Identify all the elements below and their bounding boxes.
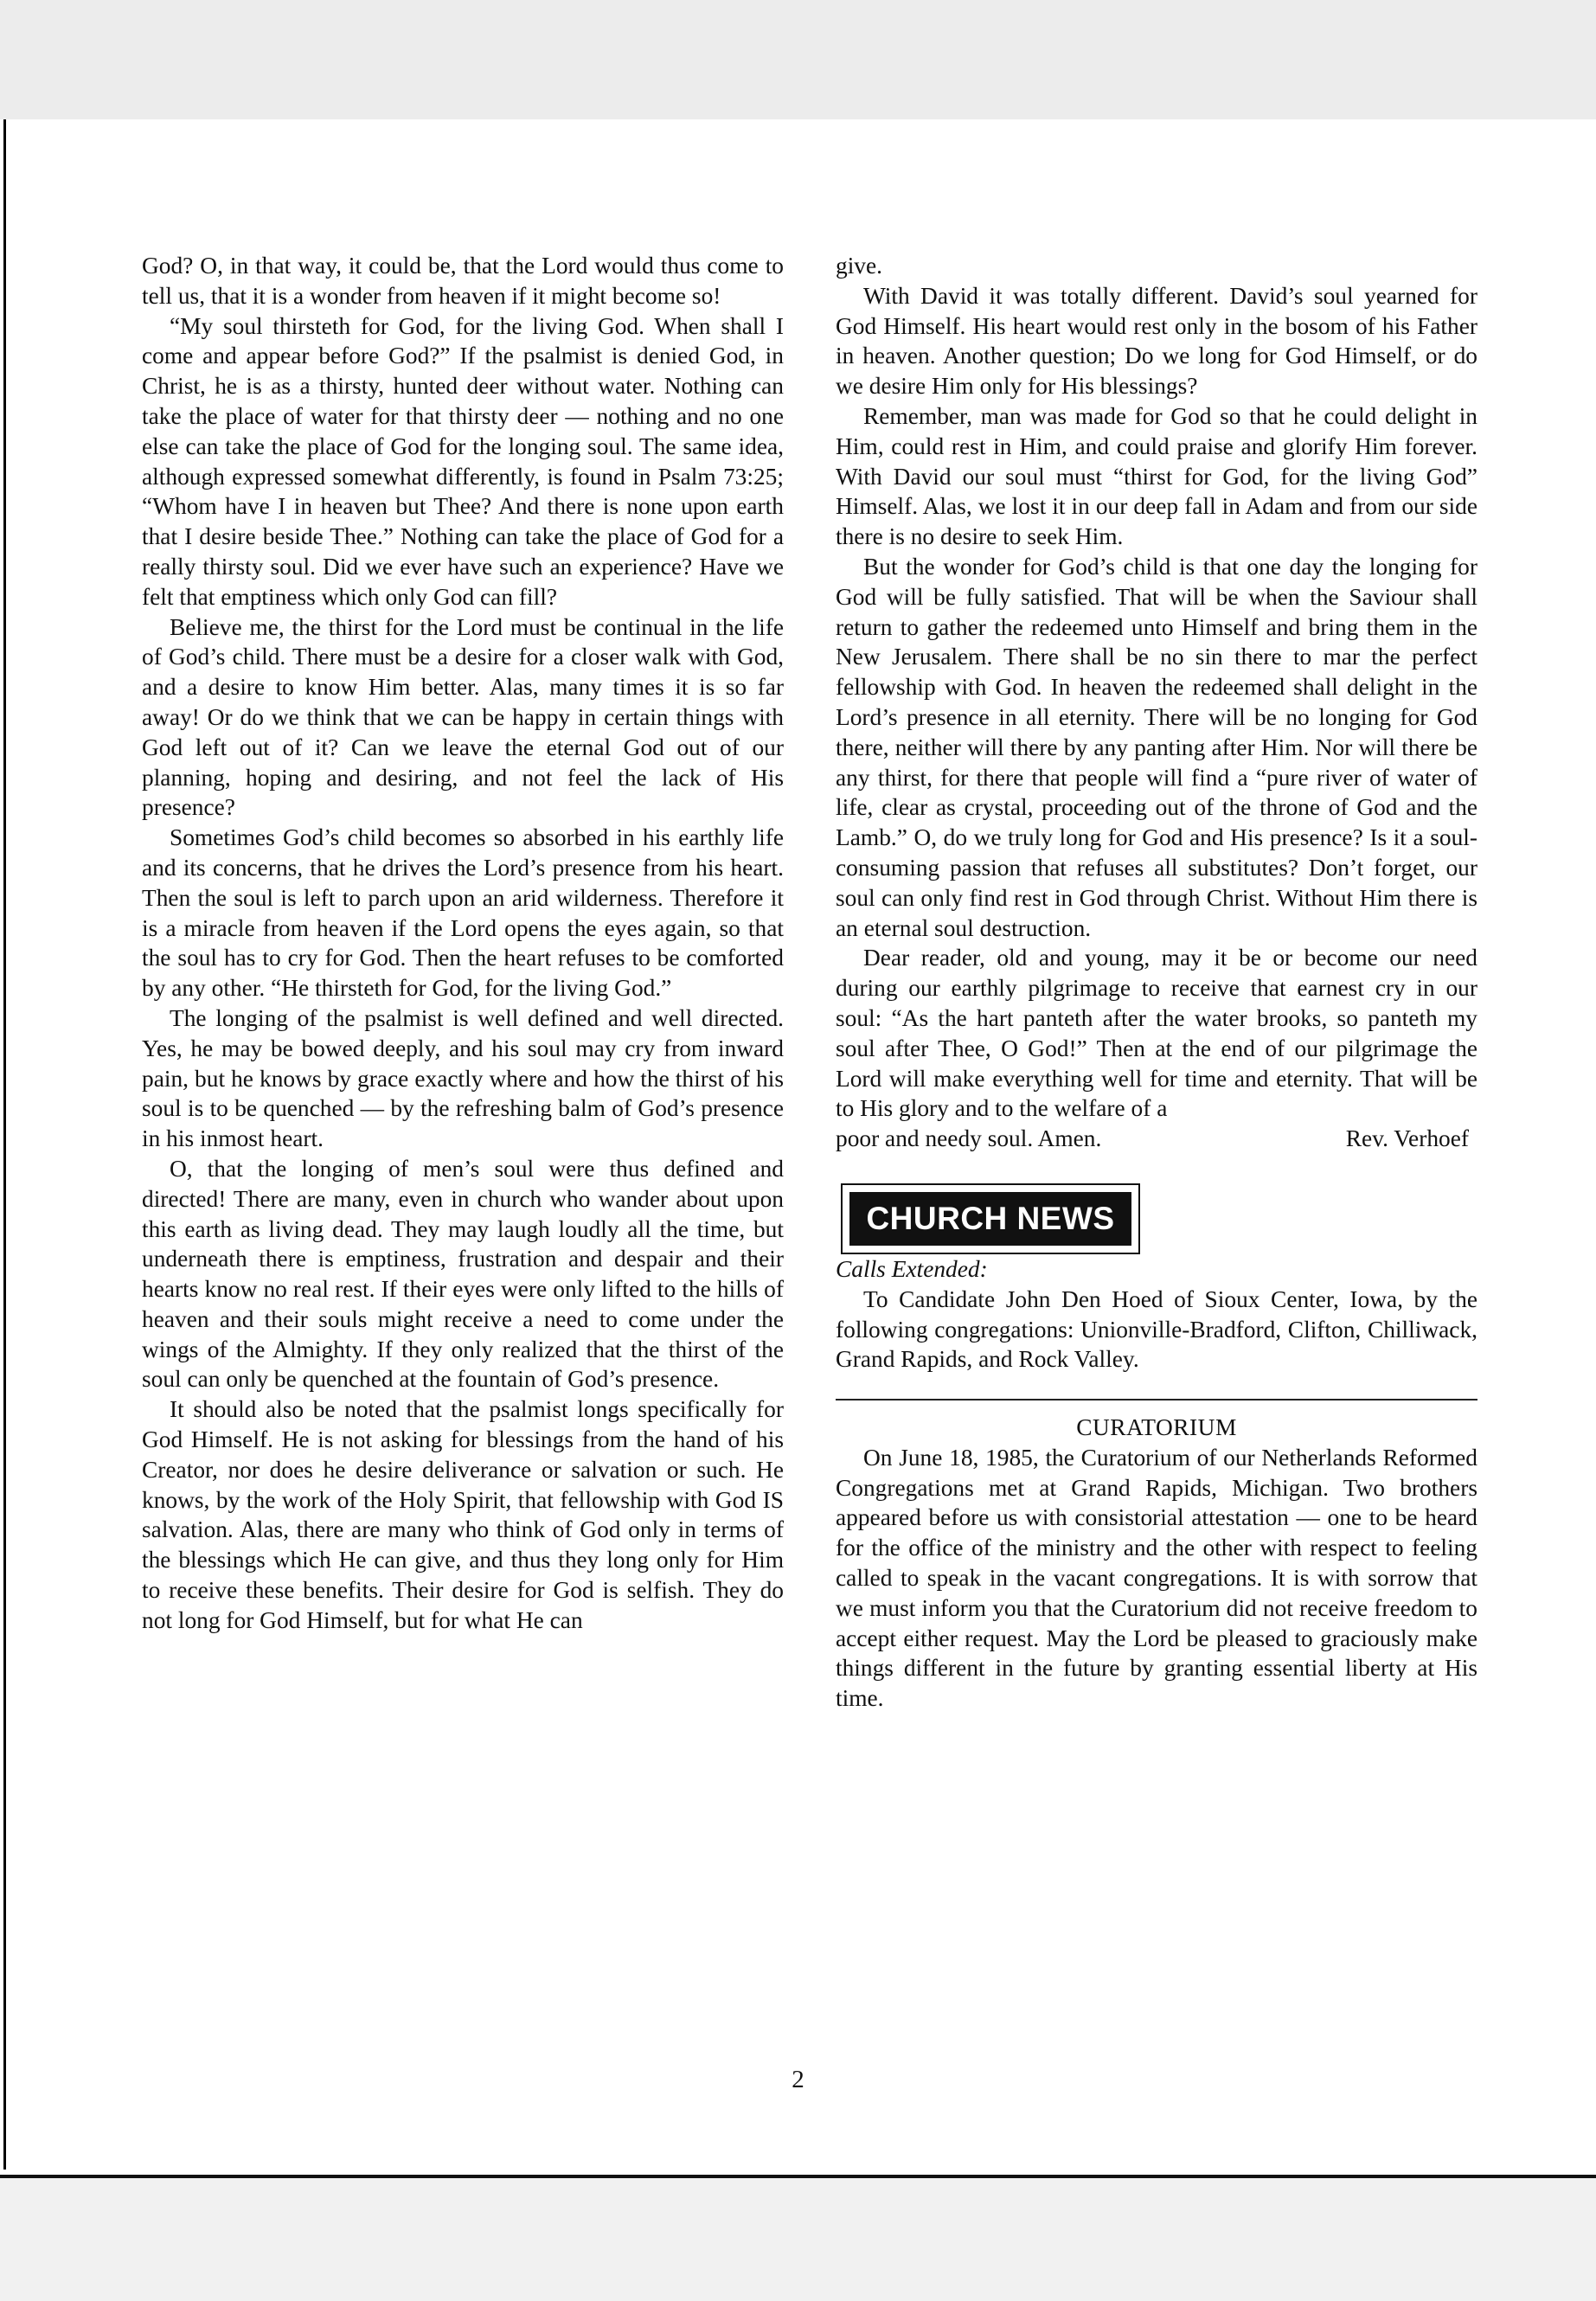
scan-bottom-margin	[0, 2178, 1596, 2301]
paragraph: God? O, in that way, it could be, that the Lord would thus come to tell us, that it is a wonder from heaven if it might become so!	[142, 253, 784, 309]
closing-line	[836, 1124, 1477, 1154]
paragraph: With David it was totally different. David’s soul yearned for God Himself. His heart would rest only in the bosom of his Father in heaven. Another question; Do we long for God Himself, or do we desire Him only for His blessings?	[836, 282, 1477, 400]
left-column	[142, 251, 784, 1636]
scan-top-margin	[0, 0, 1596, 119]
scan-left-edge	[3, 119, 6, 2170]
paragraph: The longing of the psalmist is well defined and well directed. Yes, he may be bowed deeply, and his soul may cry from inward pain, but he knows by grace exactly where and how the thirst of his soul is to be quenched — by the refreshing balm of God’s presence in his inmost heart.	[142, 1004, 784, 1152]
calls-extended-text: To Candidate John Den Hoed of Sioux Center, Iowa, by the following congregations: Unionville-Bradford, Clifton, Chilliwack, Grand Rapids, and Rock Valley.	[836, 1285, 1477, 1373]
paragraph: O, that the longing of men’s soul were thus defined and directed! There are many, even in church who wander about upon this earth as living dead. They may laugh loudly all the time, but underneath there is emptiness, frustration and despair and their hearts know no real rest. If their eyes were only lifted to the hills of heaven and their souls might receive a need to come under the wings of the Almighty. If they only realized that the thirst of the soul can only be quenched at the fountain of God’s presence.	[142, 1155, 784, 1393]
closing-text: poor and needy soul. Amen.	[836, 1125, 1102, 1152]
paragraph: “My soul thirsteth for God, for the living God. When shall I come and appear before God?” If the psalmist is denied God, in Christ, he is as a thirsty, hunted deer without water. Nothing can take the place of water for that thirsty deer — nothing and no one else can take the place of God for the longing soul. The same idea, although expressed somewhat differently, is found in Psalm 73:25; “Whom have I in heaven but Thee? And there is none upon earth that I desire beside Thee.” Nothing can take the place of God for a really thirsty soul. Did we ever have such an experience? Have we felt that emptiness which only God can fill?	[142, 312, 784, 610]
paragraph: give.	[836, 253, 883, 279]
section-divider	[836, 1399, 1477, 1400]
curatorium-text: On June 18, 1985, the Curatorium of our Netherlands Reformed Congregations met at Grand Rapids, Michigan. Two brothers appeared before us with consistorial attestation — one to be heard for the office of the ministry and the other with respect to feeling called to speak in the vacant congregations. It is with sorrow that we must inform you that the Curatorium did not receive freedom to accept either request. May the Lord be pleased to graciously make things different in the future by granting essential liberty at His time.	[836, 1444, 1477, 1712]
scan-right-margin	[1567, 467, 1596, 2111]
paragraph: Sometimes God’s child becomes so absorbed in his earthly life and its concerns, that he drives the Lord’s presence from his heart. Then the soul is left to parch upon an arid wilderness. Therefore it is a miracle from heaven if the Lord opens the eyes again, so that the soul has to cry for God. Then the heart refuses to be comforted by any other. “He thirsteth for God, for the living God.”	[142, 824, 784, 1002]
paragraph: Dear reader, old and young, may it be or become our need during our earthly pilgrimage to receive that earnest cry in our soul: “As the hart panteth after the water brooks, so panteth my soul after Thee, O God!” Then at the end of our pilgrimage the Lord will make everything well for time and eternity. That will be to His glory and to the welfare of a	[836, 945, 1477, 1122]
right-column	[836, 251, 1477, 1714]
paragraph: Remember, man was made for God so that he could delight in Him, could rest in Him, and could praise and glorify Him forever. With David our soul must “thirst for God, for the living God” Himself. Alas, we lost it in our deep fall in Adam and from our side there is no desire to seek Him.	[836, 402, 1477, 550]
church-news-banner	[841, 1183, 1140, 1254]
calls-extended-label: Calls Extended:	[836, 1255, 988, 1282]
paragraph: But the wonder for God’s child is that one day the longing for God will be fully satisfied. That will be when the Saviour shall return to gather the redeemed unto Himself and bring them in the New Jerusalem. There shall be no sin there to mar the perfect fellowship with God. In heaven the redeemed shall delight in the Lord’s presence in all eternity. There will be no longing for God there, neither will there by any panting after Him. Nor will there be any thirst, for there that people will find a “pure river of water of life, clear as crystal, proceeding out of the throne of God and the Lamb.” O, do we truly long for God and His presence? Is it a soul-consuming passion that refuses all substitutes? Don’t forget, our soul can only find rest in God through Christ. Without Him there is an eternal soul destruction.	[836, 553, 1477, 941]
paragraph: It should also be noted that the psalmist longs specifically for God Himself. He is not asking for blessings from the hand of his Creator, nor does he desire deliverance or salvation or such. He knows, by the work of the Holy Spirit, that fellowship with God IS salvation. Alas, there are many who think of God only in terms of the blessings which He can give, and thus they long only for Him to receive these benefits. Their desire for God is selfish. They do not long for God Himself, but for what He can	[142, 1396, 784, 1633]
paragraph: Believe me, the thirst for the Lord must be continual in the life of God’s child. There must be a desire for a closer walk with God, and a desire to know Him better. Alas, many times it is so far away! Or do we think that we can be happy in certain things with God left out of it? Can we leave the eternal God out of our planning, hoping and desiring, and not feel the lack of His presence?	[142, 613, 784, 821]
curatorium-heading: CURATORIUM	[1076, 1414, 1237, 1441]
church-news-banner-label: CHURCH NEWS	[849, 1192, 1131, 1246]
signature: Rev. Verhoef	[1345, 1125, 1469, 1152]
page-number: 2	[792, 2066, 804, 2093]
